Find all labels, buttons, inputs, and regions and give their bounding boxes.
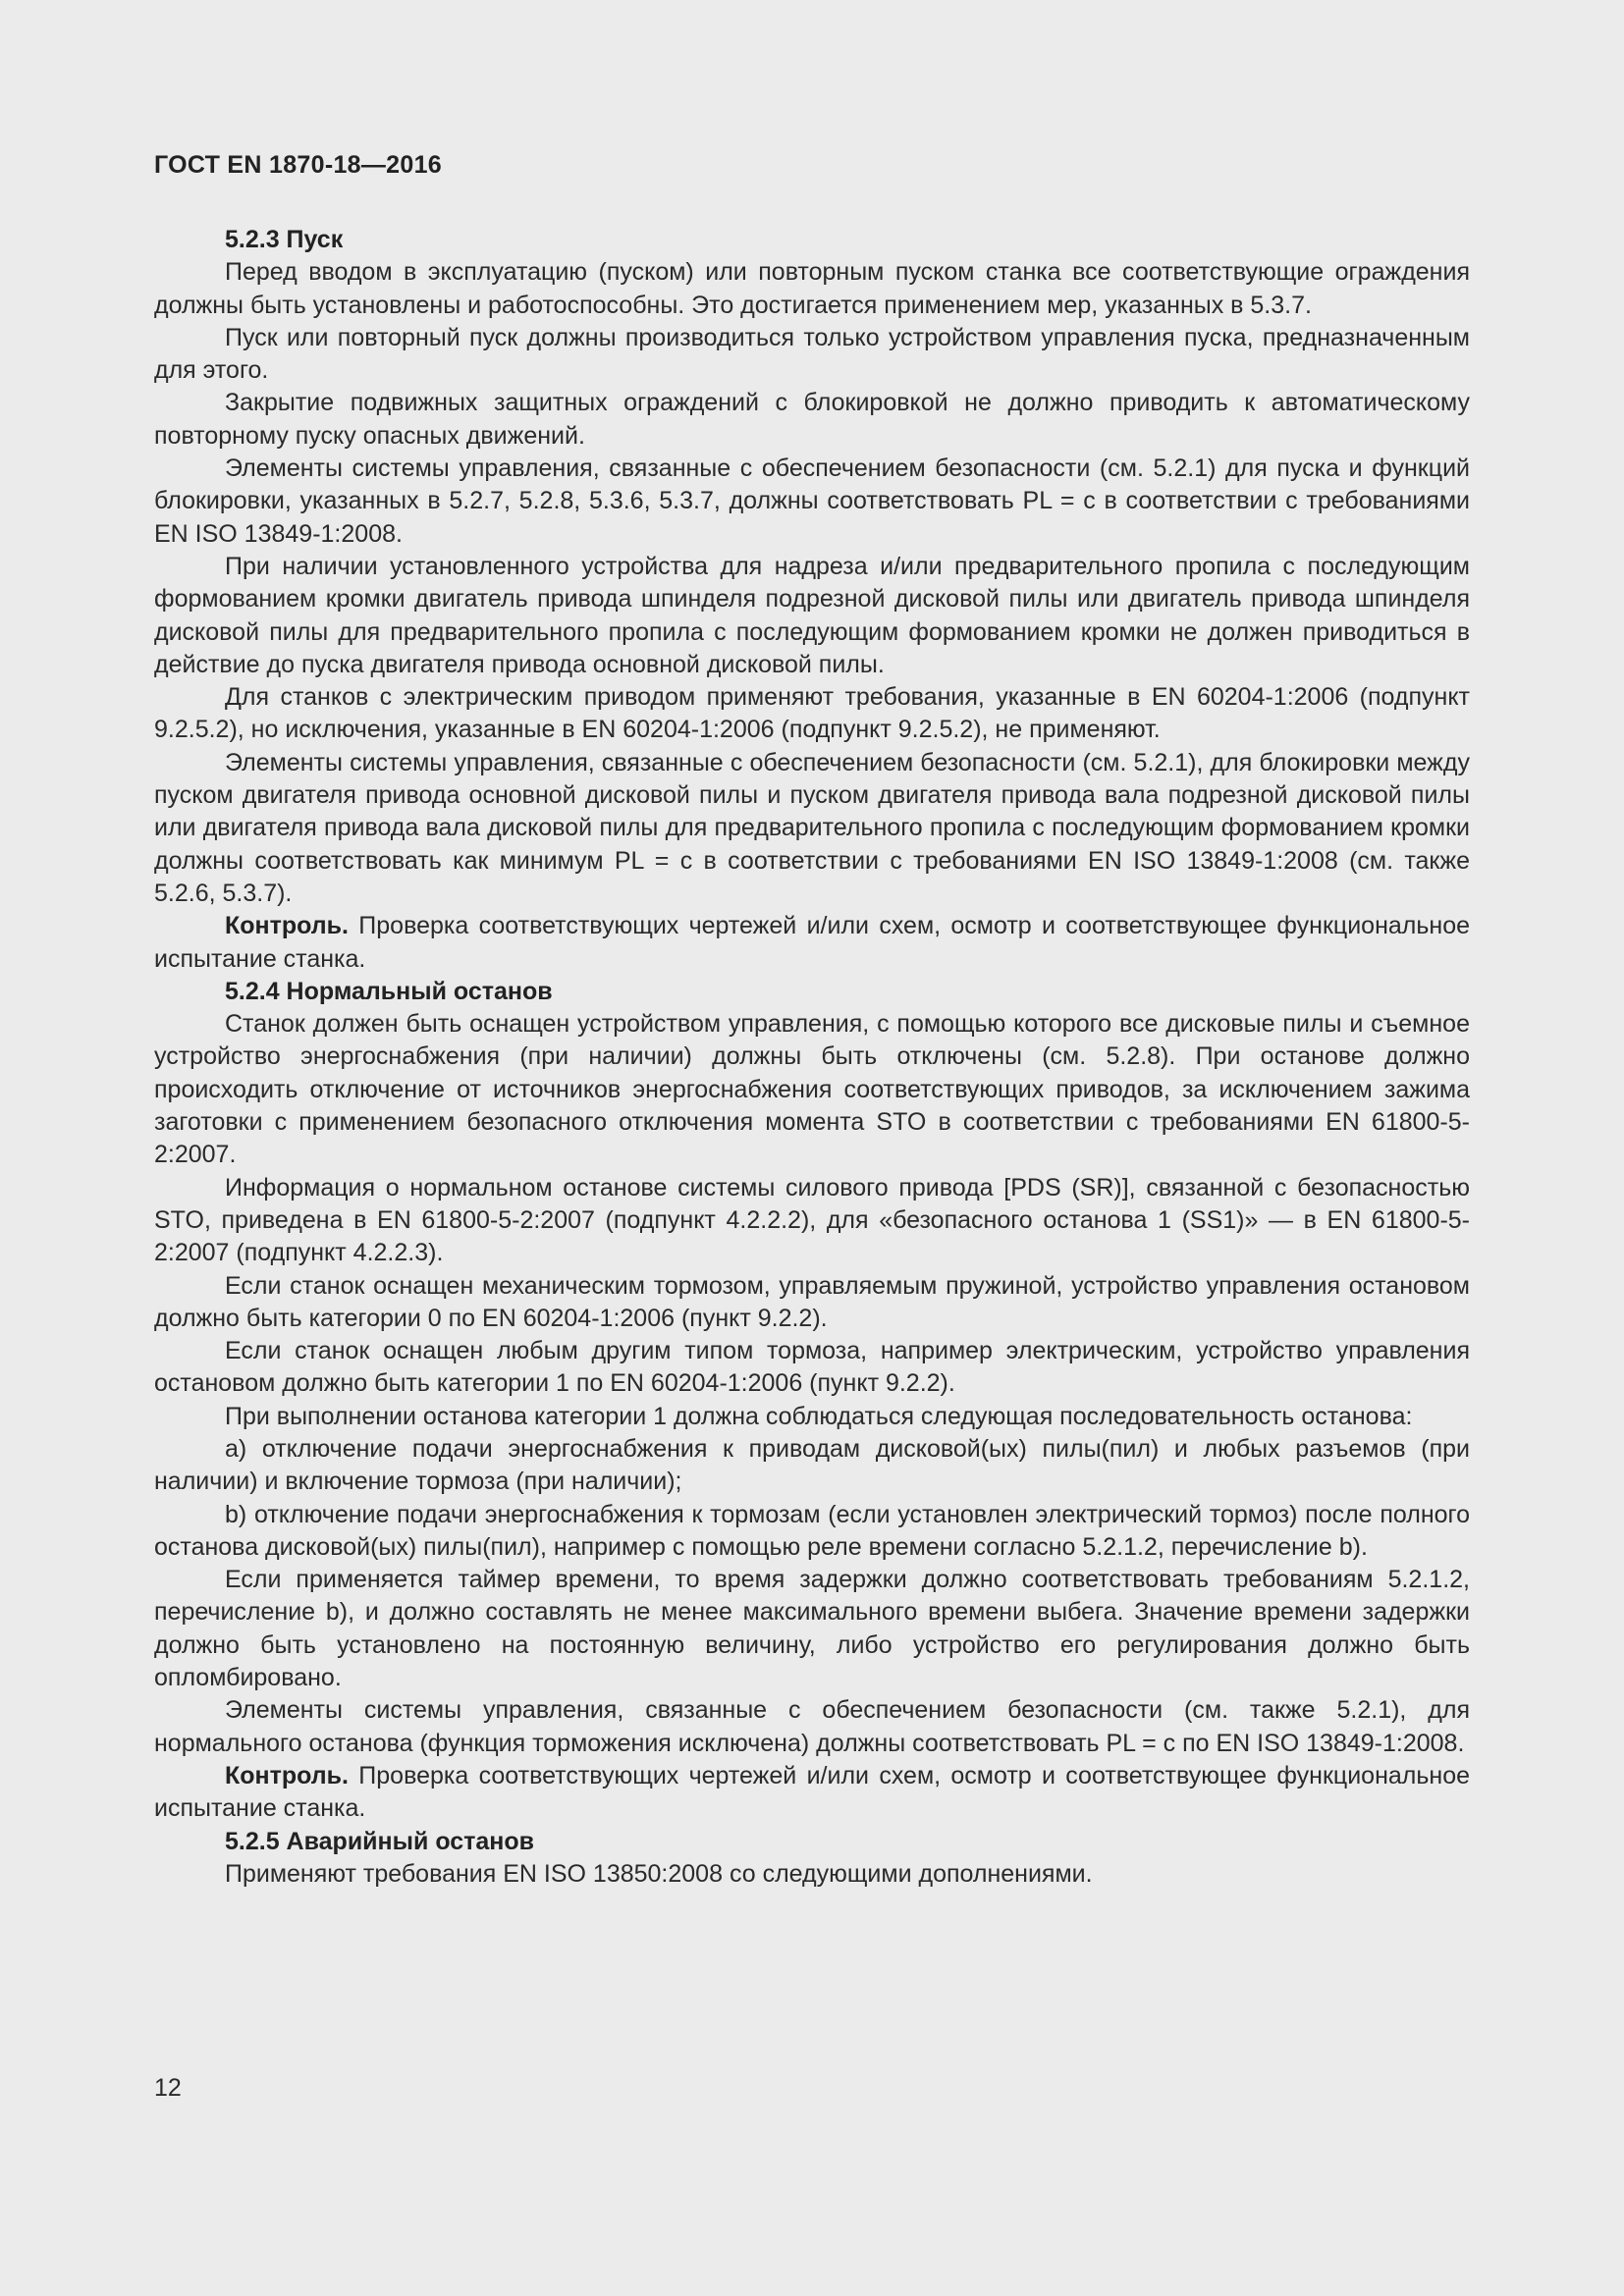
paragraph: Станок должен быть оснащен устройством управления, с помощью которого все дисковые пилы и съемное устройство энергоснабжения (при наличии) должны быть отключены (см. 5.2.8). При останове должно происходить отключение от источников энергоснабжения соответствующих приводов, за исключением зажима заготовки с применением безопасного отключения момента STO в соответствии с требованиями EN 61800-5-2:2007. <box>154 1010 1470 1169</box>
paragraph: Информация о нормальном останове системы силового привода [PDS (SR)], связанной с безопасностью STO, приведена в EN 61800-5-2:2007 (подпункт 4.2.2.2), для «безопасного останова 1 (SS1)» — в EN 61800-5-2:2007 (подпункт 4.2.2.3). <box>154 1173 1470 1267</box>
list-item: а) отключение подачи энергоснабжения к приводам дисковой(ых) пилы(пил) и любых разъемов (при наличии) и включение тормоза (при наличии); <box>154 1434 1470 1496</box>
paragraph: При выполнении останова категории 1 должна соблюдаться следующая последовательность останова: <box>225 1402 1413 1430</box>
section-heading-5-2-3: 5.2.3 Пуск <box>225 226 344 253</box>
paragraph: Перед вводом в эксплуатацию (пуском) или повторным пуском станка все соответствующие ограждения должны быть установлены и работоспособны. Это достигается применением мер, указанных в 5.3.7. <box>154 258 1470 319</box>
control-label: Контроль. <box>225 1761 349 1789</box>
page-number: 12 <box>154 2074 182 2102</box>
list-item: b) отключение подачи энергоснабжения к тормозам (если установлен электрический тормоз) после полного останова дисковой(ых) пилы(пил), например с помощью реле времени согласно 5.2.1.2, перечисление b). <box>154 1500 1470 1561</box>
paragraph: Элементы системы управления, связанные с обеспечением безопасности (см. 5.2.1), для блокировки между пуском двигателя привода основной дисковой пилы и пуском двигателя привода вала подрезной дисковой пилы или двигателя привода вала дисковой пилы для предварительного пропила с последующим формованием кромки должны соответствовать как минимум PL = с в соответствии с требованиями EN ISO 13849-1:2008 (см. также 5.2.6, 5.3.7). <box>154 748 1470 907</box>
paragraph: При наличии установленного устройства для надреза и/или предварительного пропила с последующим формованием кромки двигатель привода шпинделя подрезной дисковой пилы или двигатель привода шпинделя дисковой пилы для предварительного пропила с последующим формованием кромки не должен приводиться в действие до пуска двигателя привода основной дисковой пилы. <box>154 552 1470 678</box>
document-header: ГОСТ EN 1870-18—2016 <box>154 151 442 179</box>
control-text: Проверка соответствующих чертежей и/или схем, осмотр и соответствующее функциональное испытание станка. <box>154 912 1470 973</box>
control-text: Проверка соответствующих чертежей и/или схем, осмотр и соответствующее функциональное испытание станка. <box>154 1761 1470 1823</box>
control-label: Контроль. <box>225 912 349 940</box>
paragraph: Если станок оснащен механическим тормозом, управляемым пружиной, устройство управления остановом должно быть категории 0 по EN 60204-1:2006 (пункт 9.2.2). <box>154 1271 1470 1332</box>
paragraph: Пуск или повторный пуск должны производиться только устройством управления пуска, предназначенным для этого. <box>154 323 1470 385</box>
paragraph: Если применяется таймер времени, то время задержки должно соответствовать требованиям 5.2.1.2, перечисление b), и должно составлять не менее максимального времени выбега. Значение времени задержки должно быть установлено на постоянную величину, либо устройство его регулирования должно быть опломбировано. <box>154 1566 1470 1692</box>
paragraph: Закрытие подвижных защитных ограждений с блокировкой не должно приводить к автоматическому повторному пуску опасных движений. <box>154 389 1470 450</box>
paragraph: Элементы системы управления, связанные с обеспечением безопасности (см. 5.2.1) для пуска и функций блокировки, указанных в 5.2.7, 5.2.8, 5.3.6, 5.3.7, должны соответствовать PL = с в соответствии с требованиями EN ISO 13849-1:2008. <box>154 454 1470 548</box>
paragraph: Элементы системы управления, связанные с обеспечением безопасности (см. также 5.2.1), для нормального останова (функция торможения исключена) должны соответствовать PL = с по EN ISO 13849-1:2008. <box>154 1696 1470 1757</box>
paragraph: Применяют требования EN ISO 13850:2008 со следующими дополнениями. <box>225 1859 1093 1888</box>
paragraph: Для станков с электрическим приводом применяют требования, указанные в EN 60204-1:2006 (подпункт 9.2.5.2), но исключения, указанные в EN 60204-1:2006 (подпункт 9.2.5.2), не применяют. <box>154 683 1470 744</box>
section-heading-5-2-4: 5.2.4 Нормальный останов <box>225 977 553 1005</box>
paragraph: Если станок оснащен любым другим типом тормоза, например электрическим, устройство управления остановом должно быть категории 1 по EN 60204-1:2006 (пункт 9.2.2). <box>154 1337 1470 1398</box>
control-paragraph <box>154 1760 1470 1826</box>
section-heading-5-2-5: 5.2.5 Аварийный останов <box>225 1827 535 1855</box>
control-paragraph <box>154 910 1470 976</box>
document-body <box>154 224 1470 1891</box>
